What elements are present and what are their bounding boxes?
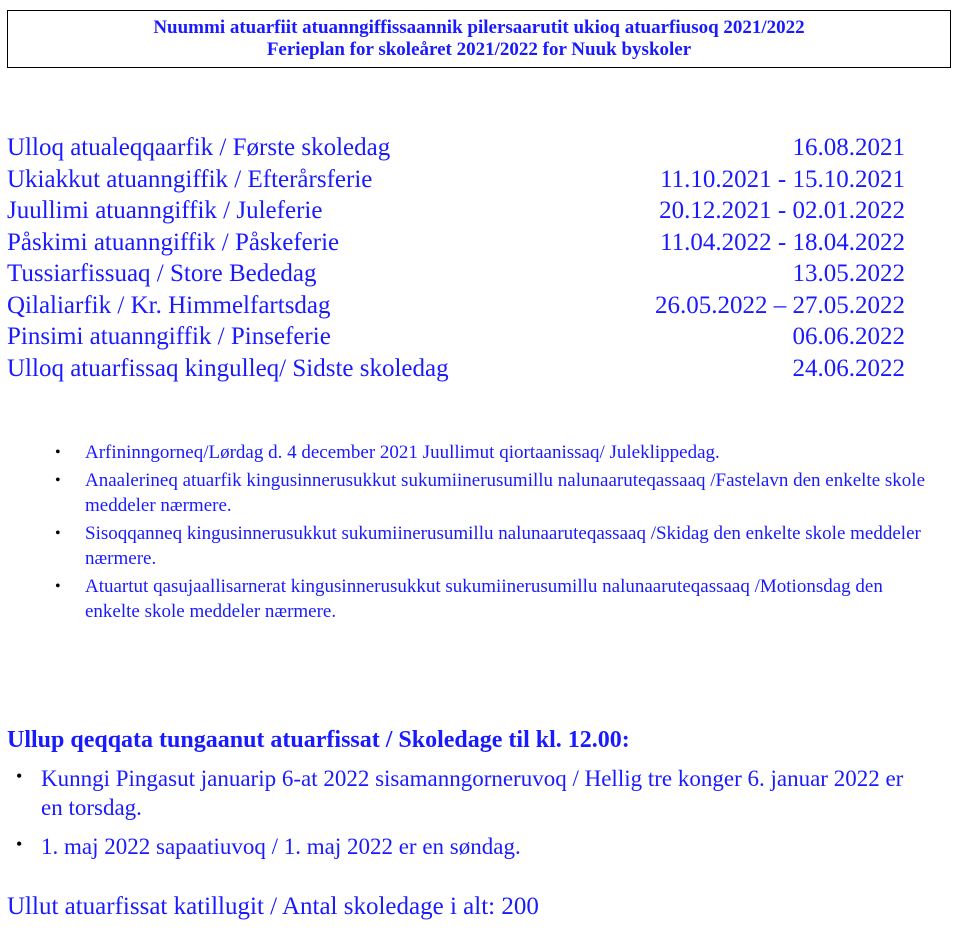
schedule-date: 11.04.2022 - 18.04.2022 [660,228,905,256]
list-item [55,521,935,571]
list-item [55,468,935,518]
total-school-days: Ullut atuarfissat katillugit / Antal skoledage i alt: 200 [7,893,539,920]
schedule-label: Qilaliarfik / Kr. Himmelfartsdag [7,291,331,319]
holiday-schedule [7,132,905,384]
schedule-label: Ukiakkut atuanngiffik / Efterårsferie [7,165,373,193]
bullet-icon: • [55,525,61,542]
schedule-row-last-school-day [7,353,905,385]
bullet-icon: • [16,766,23,786]
schedule-date: 06.06.2022 [792,323,905,350]
title-line-greenlandic: Nuummi atuarfiit atuanngiffissaannik pilersaarutit ukioq atuarfiusoq 2021/2022 [153,17,805,38]
bullet-icon: • [55,472,61,489]
bullet-icon: • [55,444,61,461]
schedule-row-first-school-day [7,132,905,164]
half-day-text: Kunngi Pingasut januarip 6-at 2022 sisamanngorneruvoq / Hellig tre konger 6. januar 2022 er en torsdag. [41,766,904,820]
schedule-row-whitsun-break [7,321,905,353]
schedule-label: Pinsimi atuanngiffik / Pinseferie [7,323,331,350]
half-day-heading: Ullup qeqqata tungaanut atuarfissat / Skoledage til kl. 12.00: [7,727,630,753]
list-item [16,764,916,822]
schedule-row-christmas-break [7,195,905,227]
list-item [55,574,935,624]
schedule-date: 16.08.2021 [792,134,905,161]
schedule-label: Juullimi atuanngiffik / Juleferie [7,197,323,224]
document-title-box [7,10,951,68]
notes-list [55,440,935,627]
schedule-date: 13.05.2022 [792,260,905,287]
bullet-icon: • [55,578,61,595]
schedule-label: Påskimi atuanngiffik / Påskeferie [7,228,340,256]
schedule-label: Tussiarfissuaq / Store Bededag [7,260,317,287]
half-day-list [16,764,916,871]
schedule-date: 11.10.2021 - 15.10.2021 [660,165,905,193]
bullet-icon: • [16,834,23,854]
schedule-row-ascension [7,290,905,322]
schedule-label: Ulloq atuarfissaq kingulleq/ Sidste skoledag [7,354,449,382]
list-item [16,832,916,861]
half-day-text: 1. maj 2022 sapaatiuvoq / 1. maj 2022 er en søndag. [41,834,521,859]
note-text: Anaalerineq atuarfik kingusinnerusukkut sukumiinerusumillu nalunaaruteqassaaq /Fastelavn den enkelte skole meddeler nærmere. [85,470,925,516]
schedule-date: 20.12.2021 - 02.01.2022 [659,197,905,224]
schedule-label: Ulloq atualeqqaarfik / Første skoledag [7,134,391,161]
schedule-date: 26.05.2022 – 27.05.2022 [655,291,905,319]
schedule-date: 24.06.2022 [792,354,905,382]
title-line-danish: Ferieplan for skoleåret 2021/2022 for Nuuk byskoler [266,39,692,60]
schedule-row-autumn-break [7,164,905,196]
note-text: Atuartut qasujaallisarnerat kingusinnerusukkut sukumiinerusumillu nalunaaruteqassaaq /Motionsdag den enkelte skole meddeler nærmere. [85,576,883,622]
list-item [55,440,935,465]
note-text: Arfininngorneq/Lørdag d. 4 december 2021 Juullimut qiortaanissaq/ Juleklippedag. [85,442,720,463]
note-text: Sisoqqanneq kingusinnerusukkut sukumiinerusumillu nalunaaruteqassaaq /Skidag den enkelte skole meddeler nærmere. [85,523,921,569]
schedule-row-store-bededag [7,258,905,290]
schedule-row-easter-break [7,227,905,259]
